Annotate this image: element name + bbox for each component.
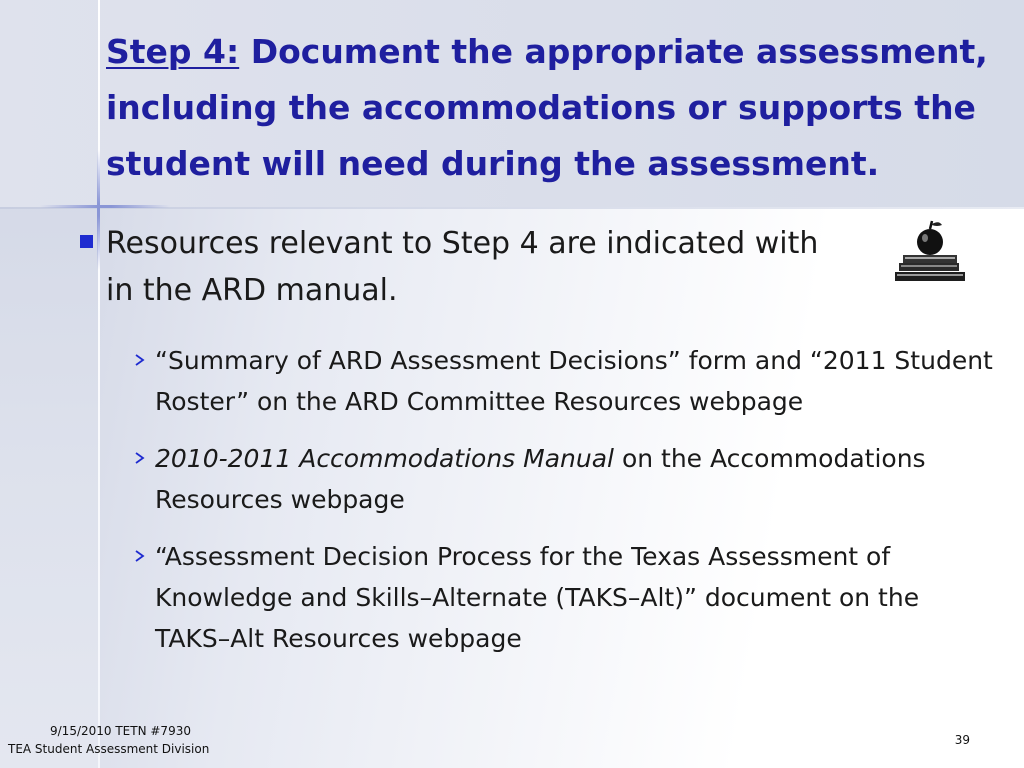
- footer-org: TEA Student Assessment Division: [8, 742, 210, 756]
- main-bullet-line2: in the ARD manual.: [106, 273, 398, 308]
- main-bullet-text: [106, 220, 880, 314]
- resource-list: [133, 340, 993, 675]
- slide-title: [106, 24, 1016, 192]
- arrow-bullet-icon: [133, 451, 147, 465]
- apple-on-books-icon: [887, 215, 973, 287]
- main-bullet: [80, 220, 880, 314]
- arrow-bullet-icon: [133, 353, 147, 367]
- footer-date: 9/15/2010 TETN #7930: [50, 724, 191, 738]
- arrow-bullet-icon: [133, 549, 147, 563]
- list-item: [133, 340, 993, 422]
- list-item-text: “Summary of ARD Assessment Decisions” form and “2011 Student Roster” on the ARD Committee Resources webpage: [155, 346, 993, 416]
- list-item: [133, 438, 993, 520]
- page-number: 39: [954, 733, 970, 747]
- list-item-text: “Assessment Decision Process for the Texas Assessment of Knowledge and Skills–Alternate (TAKS–Alt)” document on the TAKS–Alt Resources webpage: [155, 542, 920, 653]
- step-label: Step 4:: [106, 32, 240, 71]
- manual-title: 2010-2011 Accommodations Manual: [155, 444, 614, 473]
- footer: [8, 722, 248, 758]
- list-item-text: [155, 438, 993, 520]
- square-bullet-icon: [80, 235, 93, 248]
- vertical-divider: [98, 0, 100, 768]
- list-item: [133, 536, 993, 659]
- main-bullet-line1: Resources relevant to Step 4 are indicated with: [106, 226, 819, 261]
- title-text: Document the appropriate assessment, including the accommodations or supports the student will need during the assessment.: [106, 32, 988, 183]
- cross-accent-horizontal: [40, 205, 170, 208]
- list-item-rest: on the Accommodations Resources webpage: [155, 444, 926, 514]
